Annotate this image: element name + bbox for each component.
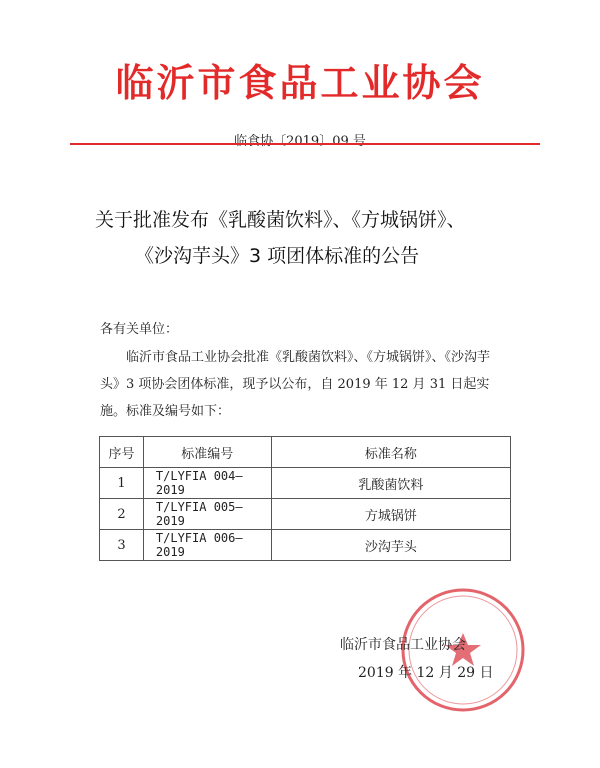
signature-date: 2019 年 12 月 29 日 <box>358 665 494 681</box>
cell-name: 乳酸菌饮料 <box>271 468 510 499</box>
table-row <box>100 499 511 530</box>
salutation: 各有关单位： <box>100 322 179 337</box>
notice-title-line-1: 关于批准发布《乳酸菌饮料》、《方城锅饼》、 <box>95 209 466 231</box>
table-row <box>100 468 511 499</box>
org-title: 临沂市食品工业协会 <box>115 61 485 105</box>
cell-code: T/LYFIA 006—2019 <box>143 530 271 561</box>
header-name: 标准名称 <box>271 437 510 468</box>
cell-serial: 2 <box>100 499 144 530</box>
cell-code: T/LYFIA 005—2019 <box>143 499 271 530</box>
red-divider <box>70 143 540 145</box>
cell-name: 沙沟芋头 <box>271 530 510 561</box>
signature-organization: 临沂市食品工业协会 <box>340 637 466 653</box>
table-header-row <box>100 437 511 468</box>
header-serial: 序号 <box>100 437 144 468</box>
header-code: 标准编号 <box>143 437 271 468</box>
cell-serial: 1 <box>100 468 144 499</box>
document-number: 临食协〔2019〕09 号 <box>234 134 366 149</box>
cell-serial: 3 <box>100 530 144 561</box>
notice-title <box>95 202 515 274</box>
cell-name: 方城锅饼 <box>271 499 510 530</box>
notice-title-line-2: 《沙沟芋头》3 项团体标准的公告 <box>135 245 420 267</box>
notice-body: 临沂市食品工业协会批准《乳酸菌饮料》、《方城锅饼》、《沙沟芋头》3 项协会团体标准，现予以公布，自 2019 年 12 月 31 日起实施。标准及编号如下： <box>100 350 491 419</box>
cell-code: T/LYFIA 004—2019 <box>143 468 271 499</box>
standards-table <box>99 436 511 561</box>
table-row <box>100 530 511 561</box>
